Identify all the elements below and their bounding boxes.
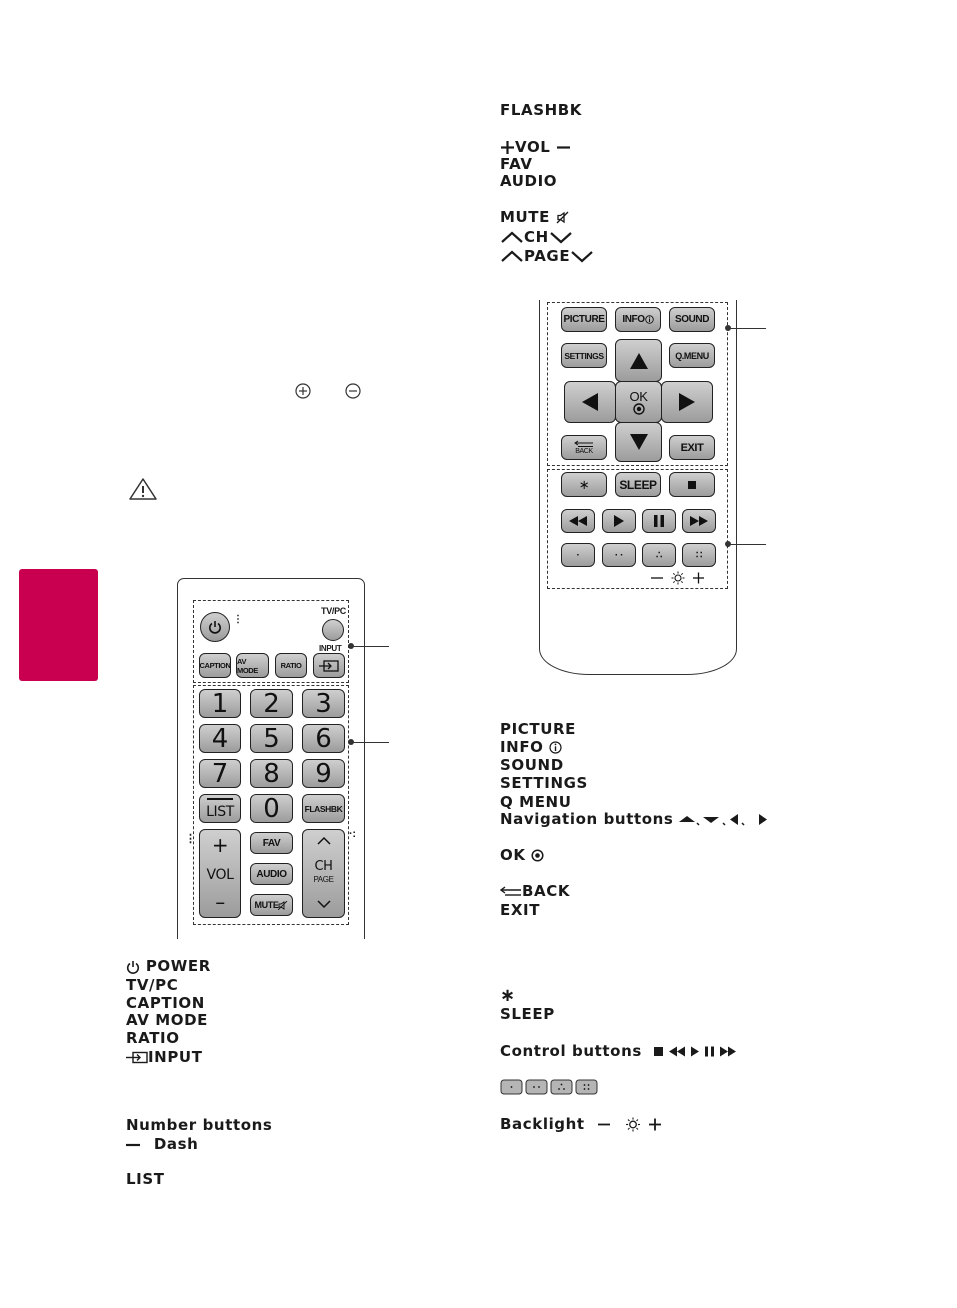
dash-icon [126,1139,142,1151]
rewind-button[interactable] [561,509,595,533]
backlight-icons [591,1117,663,1132]
color-buttons-icon [500,1079,600,1096]
control-text: Control buttons [500,1042,743,1060]
list-bar [207,798,233,800]
navigation-arrows-icon [679,813,779,826]
mute-button[interactable] [250,894,293,916]
page-text: PAGE [500,247,594,265]
exit-text: EXIT [500,901,541,919]
fav-button[interactable]: FAV [250,832,293,854]
ch-label: CH [314,858,333,874]
down-chevron-icon [570,250,594,263]
input-label: INPUT [319,644,342,653]
fast-forward-button[interactable] [682,509,716,533]
power-text: POWER [126,957,211,975]
caution-icon [128,477,158,501]
rewind-icon [569,516,587,526]
plus-icon [500,141,515,154]
input-button[interactable] [313,653,345,678]
number-4-button[interactable]: 4 [199,724,241,753]
play-icon [614,515,624,527]
audio-text: AUDIO [500,172,558,190]
back-arrow-icon [500,886,522,898]
stop-button[interactable] [669,472,715,497]
asterisk-button[interactable]: ∗ [561,472,607,497]
nav-up-button[interactable] [615,339,662,382]
info-icon [549,741,562,754]
color-button-2[interactable]: · · [602,543,636,567]
vol-plus-icon: + [211,833,229,857]
fav-text: FAV [500,155,533,173]
list-button-label: LIST [206,803,234,820]
number-buttons-text: Number buttons [126,1116,273,1134]
fast-forward-icon [690,516,708,526]
info-text: INFO [500,738,562,756]
vol-minus-icon: – [215,890,225,914]
callout-line [728,328,766,329]
ok-target-icon [633,403,645,415]
navigation-text: Navigation buttons [500,810,779,828]
play-button[interactable] [602,509,636,533]
power-button[interactable] [200,612,230,642]
number-3-button[interactable]: 3 [302,689,345,718]
info-button[interactable] [615,307,661,332]
sound-button[interactable]: SOUND [669,307,715,332]
ch-dots: ·: [349,828,356,840]
mute-label: MUTE [254,900,279,910]
ok-text: OK [500,846,544,864]
control-icons [648,1045,743,1058]
page-label: PAGE [313,874,334,884]
qmenu-text: Q MENU [500,793,572,811]
volume-rocker[interactable] [199,829,241,918]
caption-text: CAPTION [126,994,205,1012]
ratio-button[interactable]: RATIO [275,653,307,678]
mute-text: MUTE [500,208,570,226]
info-icon [645,315,654,324]
tvpc-label: TV/PC [321,606,347,616]
back-arrow-icon [574,440,594,448]
back-text: BACK [500,882,570,900]
minus-icon [556,141,571,154]
tvpc-text: TV/PC [126,976,179,994]
ok-target-icon [531,849,544,862]
backlight-text: Backlight [500,1115,663,1133]
color-button-4[interactable]: ∷ [682,543,716,567]
number-5-button[interactable]: 5 [250,724,293,753]
number-1-button[interactable]: 1 [199,689,241,718]
sound-text: SOUND [500,756,564,774]
number-8-button[interactable]: 8 [250,759,293,788]
exit-button[interactable]: EXIT [669,435,715,460]
number-2-button[interactable]: 2 [250,689,293,718]
settings-text: SETTINGS [500,774,588,792]
dash-text: Dash [126,1135,198,1153]
sleep-text: SLEEP [500,1005,555,1023]
back-button[interactable] [561,435,607,460]
down-triangle-icon [629,433,649,451]
up-chevron-icon [500,231,524,244]
flashbk-button[interactable]: FLASHBK [302,794,345,823]
picture-button[interactable]: PICTURE [561,307,607,332]
up-triangle-icon [629,352,649,370]
vol-text: VOL [500,138,571,156]
ratio-text: RATIO [126,1029,180,1047]
up-chevron-icon [500,250,524,263]
ch-down-icon [316,899,332,909]
section-tab [19,569,98,681]
info-label: INFO [622,314,645,325]
caption-button[interactable]: CAPTION [199,653,231,678]
avmode-button[interactable]: AV MODE [236,653,269,678]
avmode-text: AV MODE [126,1011,208,1029]
flashbk-text: FLASHBK [500,101,583,119]
settings-button[interactable]: SETTINGS [561,343,607,368]
left-triangle-icon [581,392,599,412]
number-9-button[interactable]: 9 [302,759,345,788]
nav-right-button[interactable] [661,381,713,423]
ch-up-icon [316,836,332,846]
ok-button[interactable] [615,381,662,423]
color-button-1[interactable]: · [561,543,595,567]
backlight-icons [650,571,706,585]
mute-icon [556,211,570,224]
nav-left-button[interactable] [564,381,616,423]
down-chevron-icon [549,231,573,244]
channel-rocker[interactable] [302,829,345,918]
mute-icon [278,901,288,910]
picture-text: PICTURE [500,720,576,738]
pause-button[interactable] [642,509,676,533]
list-text: LIST [126,1170,165,1188]
ch-text: CH [500,228,573,246]
number-6-button[interactable]: 6 [302,724,345,753]
input-text: INPUT [126,1048,203,1066]
number-7-button[interactable]: 7 [199,759,241,788]
power-dots: ⋮ [233,614,243,625]
tvpc-button[interactable] [322,619,344,641]
qmenu-button[interactable]: Q.MENU [669,343,715,368]
sleep-button[interactable]: SLEEP [615,472,661,497]
asterisk-text: ∗ [500,985,516,1006]
callout-line [728,544,766,545]
power-icon [126,960,140,974]
power-icon [208,620,222,634]
number-0-button[interactable]: 0 [250,794,293,823]
plus-minus-icons [295,383,365,399]
ok-label: OK [629,388,648,404]
vol-label: VOL [206,866,234,883]
pause-icon [654,515,664,527]
callout-line [351,646,389,647]
nav-down-button[interactable] [615,422,662,462]
audio-button[interactable]: AUDIO [250,863,293,885]
stop-icon [687,480,697,490]
callout-line [351,742,389,743]
right-triangle-icon [678,392,696,412]
input-icon [126,1051,148,1064]
color-button-3[interactable]: ∴ [642,543,676,567]
input-icon [318,659,340,673]
vol-dots: ⋮ [185,833,196,845]
back-label: BACK [575,447,593,455]
